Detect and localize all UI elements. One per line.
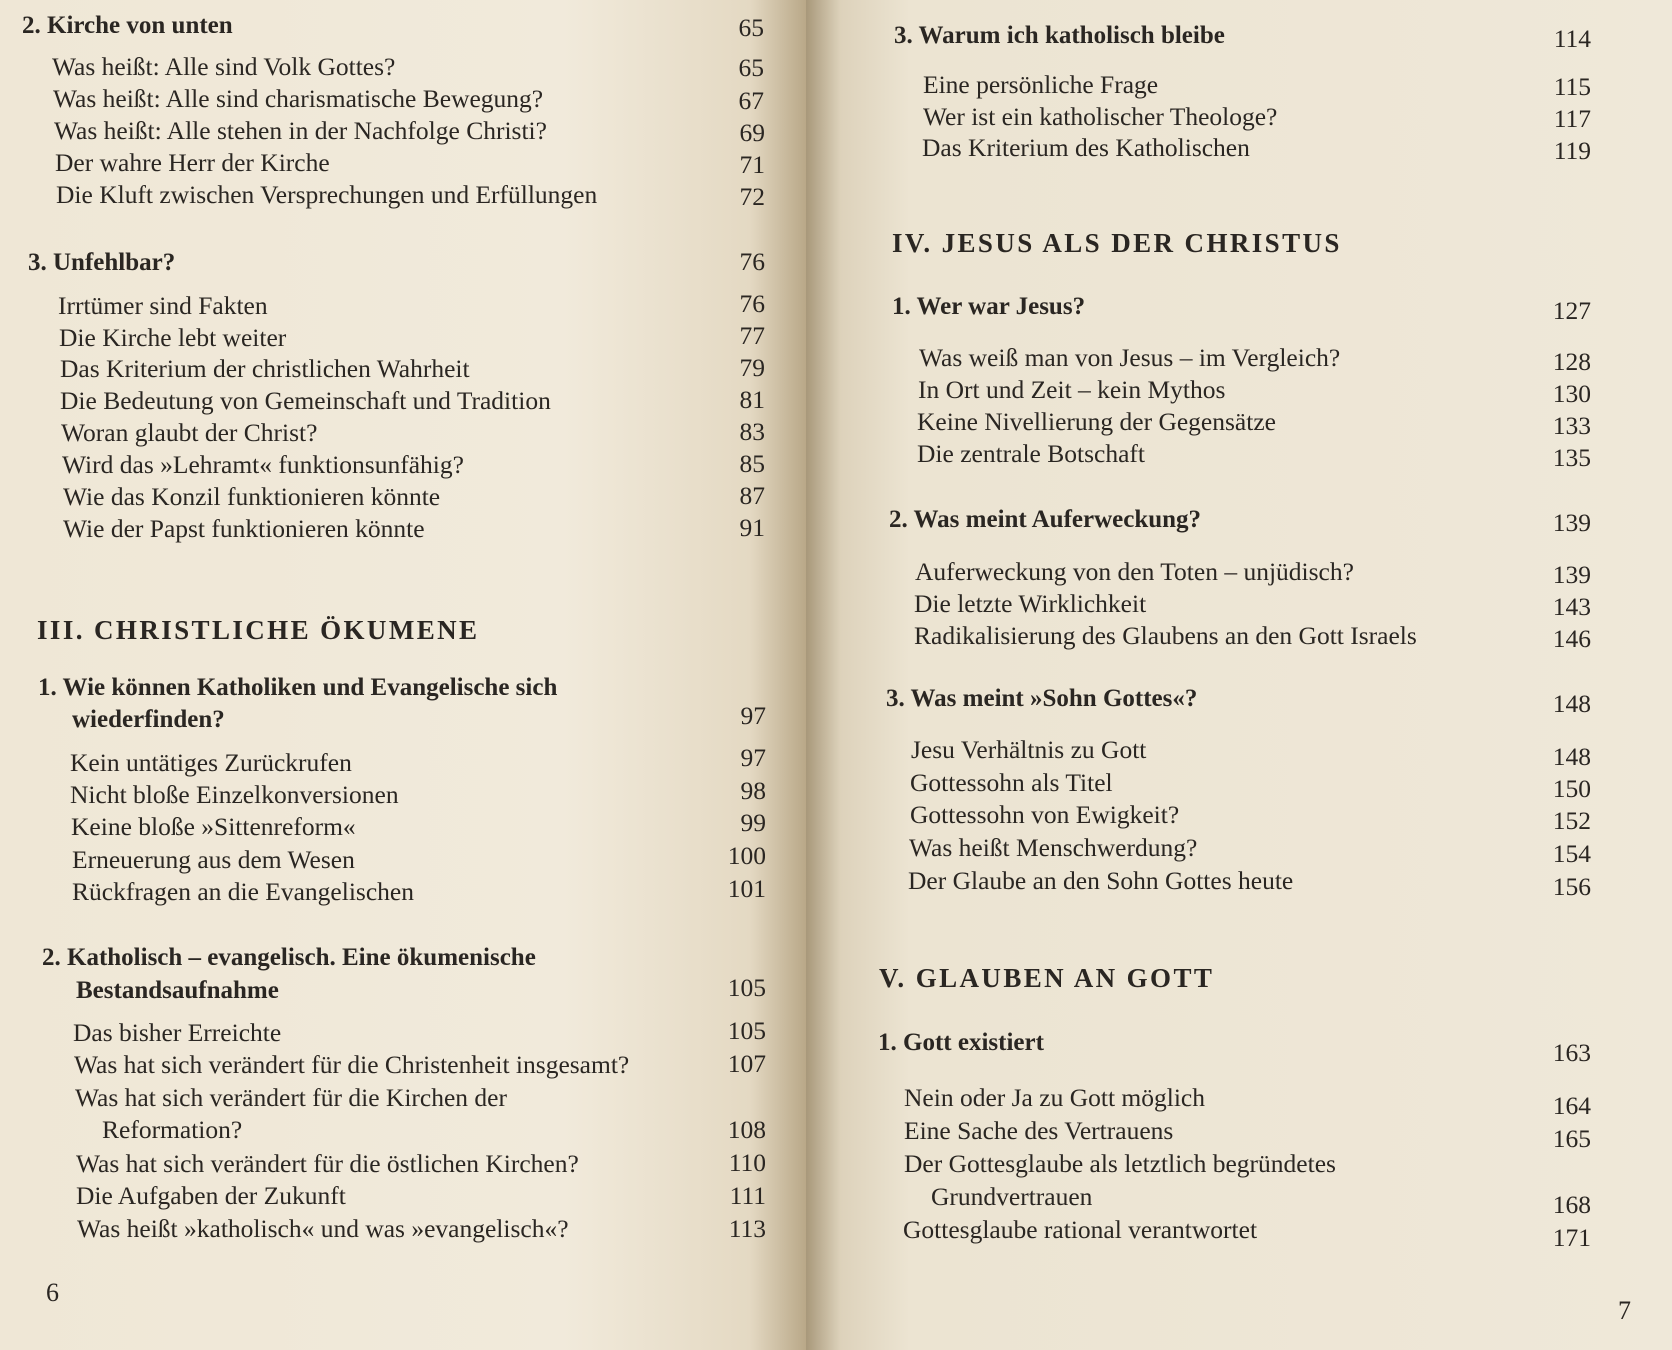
toc-entry: Der Glaube an den Sohn Gottes heute	[908, 866, 1294, 895]
toc-page-number: 65	[738, 53, 764, 82]
toc-entry: Auferweckung von den Toten – unjüdisch?	[915, 557, 1354, 586]
toc-page-number: 154	[1552, 839, 1591, 868]
toc-entry: Das Kriterium des Katholischen	[922, 133, 1250, 162]
toc-page-number: 65	[738, 13, 764, 42]
toc-entry: Was heißt Menschwerdung?	[909, 833, 1198, 862]
toc-entry: Wie der Papst funktionieren könnte	[63, 514, 425, 543]
toc-entry: Die Kirche lebt weiter	[59, 323, 287, 352]
toc-page-number: 69	[739, 118, 765, 147]
toc-entry: Die Aufgaben der Zukunft	[76, 1181, 346, 1210]
toc-entry: Nicht bloße Einzelkonversionen	[70, 780, 399, 809]
toc-section-heading: 2. Kirche von unten	[22, 12, 233, 39]
toc-entry: Was heißt »katholisch« und was »evangelisch«?	[77, 1214, 569, 1243]
toc-entry: Woran glaubt der Christ?	[61, 418, 318, 447]
toc-entry: Die Bedeutung von Gemeinschaft und Tradition	[60, 386, 551, 415]
toc-page-number: 108	[727, 1115, 766, 1144]
toc-page-number: 72	[739, 182, 765, 211]
toc-page-number: 117	[1553, 104, 1591, 133]
toc-page-number: 98	[740, 776, 766, 805]
toc-entry: Was hat sich verändert für die östlichen Kirchen?	[76, 1149, 579, 1178]
toc-page-number: 148	[1552, 689, 1591, 718]
toc-page-number: 99	[740, 808, 766, 837]
toc-page-number: 83	[739, 417, 765, 446]
toc-entry: Was hat sich verändert für die Kirchen der	[75, 1083, 507, 1112]
toc-entry: Das bisher Erreichte	[73, 1018, 282, 1047]
toc-entry: Was heißt: Alle stehen in der Nachfolge Christi?	[54, 116, 547, 145]
toc-page-number: 127	[1552, 296, 1591, 325]
toc-entry-cont: Grundvertrauen	[931, 1182, 1093, 1211]
toc-page-number: 91	[739, 513, 765, 542]
toc-page-number: 85	[739, 449, 765, 478]
toc-page-number: 133	[1552, 411, 1591, 440]
toc-page-number: 152	[1552, 806, 1591, 835]
left-toc	[0, 0, 806, 1350]
toc-entry: Erneuerung aus dem Wesen	[72, 845, 355, 874]
toc-page-number: 135	[1552, 443, 1591, 472]
toc-part-title: V. GLAUBEN AN GOTT	[879, 963, 1215, 993]
toc-entry: Eine persönliche Frage	[923, 70, 1159, 99]
toc-section-heading: 3. Warum ich katholisch bleibe	[894, 22, 1225, 49]
toc-section-heading: 2. Katholisch – evangelisch. Eine ökumenische	[42, 944, 536, 971]
toc-entry: Der wahre Herr der Kirche	[55, 148, 330, 177]
toc-page-number: 71	[739, 150, 765, 179]
toc-page-number: 171	[1552, 1223, 1591, 1252]
toc-page-number: 105	[727, 1016, 766, 1045]
toc-page-number: 150	[1552, 774, 1591, 803]
toc-page-number: 165	[1552, 1124, 1591, 1153]
right-page	[806, 0, 1672, 1350]
toc-entry: Kein untätiges Zurückrufen	[70, 748, 352, 777]
toc-entry: Gottessohn von Ewigkeit?	[910, 800, 1180, 829]
toc-entry: Der Gottesglaube als letztlich begründetes	[904, 1149, 1336, 1178]
toc-page-number: 143	[1552, 592, 1591, 621]
toc-entry: Rückfragen an die Evangelischen	[72, 877, 414, 906]
toc-page-number: 148	[1552, 742, 1591, 771]
toc-page-number: 76	[739, 247, 765, 276]
toc-entry: Keine Nivellierung der Gegensätze	[917, 407, 1276, 436]
toc-page-number: 119	[1553, 136, 1591, 165]
toc-entry: Gottessohn als Titel	[910, 768, 1113, 797]
toc-section-heading: 3. Unfehlbar?	[28, 249, 176, 276]
toc-page-number: 105	[727, 973, 766, 1002]
toc-page-number: 139	[1552, 560, 1591, 589]
toc-page-number: 76	[739, 289, 765, 318]
toc-page-number: 110	[728, 1148, 766, 1177]
toc-entry: Was weiß man von Jesus – im Vergleich?	[919, 343, 1341, 372]
toc-entry: Jesu Verhältnis zu Gott	[911, 735, 1147, 764]
right-toc	[806, 0, 1672, 1350]
toc-entry: Keine bloße »Sittenreform«	[71, 812, 356, 841]
toc-part-title: III. CHRISTLICHE ÖKUMENE	[37, 615, 480, 645]
toc-entry: Gottesglaube rational verantwortet	[903, 1215, 1258, 1244]
toc-page-number: 114	[1553, 24, 1591, 53]
toc-entry: Die Kluft zwischen Versprechungen und Erfüllungen	[56, 180, 598, 209]
toc-entry: Wird das »Lehramt« funktionsunfähig?	[62, 450, 464, 479]
toc-page-number: 79	[739, 353, 765, 382]
toc-entry: Radikalisierung des Glaubens an den Gott Israels	[914, 621, 1417, 650]
toc-page-number: 97	[740, 743, 766, 772]
toc-page-number: 77	[739, 321, 765, 350]
toc-page-number: 97	[740, 701, 766, 730]
toc-page-number: 111	[729, 1181, 766, 1210]
toc-entry: Die zentrale Botschaft	[917, 439, 1145, 468]
toc-page-number: 156	[1552, 872, 1591, 901]
toc-section-heading: 1. Wie können Katholiken und Evangelische sich	[38, 674, 558, 701]
toc-section-heading-cont: wiederfinden?	[72, 706, 225, 733]
toc-page-number: 101	[727, 874, 766, 903]
toc-page-number: 115	[1553, 72, 1591, 101]
toc-entry-cont: Reformation?	[102, 1115, 243, 1144]
toc-entry: Irrtümer sind Fakten	[58, 291, 268, 320]
left-page-number: 6	[46, 1278, 59, 1307]
toc-entry: Was heißt: Alle sind Volk Gottes?	[52, 52, 396, 81]
toc-entry: Nein oder Ja zu Gott möglich	[904, 1083, 1205, 1112]
toc-page-number: 107	[727, 1049, 766, 1078]
toc-page-number: 100	[727, 841, 766, 870]
toc-page-number: 146	[1552, 624, 1591, 653]
toc-entry: Das Kriterium der christlichen Wahrheit	[60, 354, 470, 383]
toc-entry: Die letzte Wirklichkeit	[914, 589, 1147, 618]
toc-section-heading: 1. Wer war Jesus?	[892, 293, 1086, 320]
toc-entry: Eine Sache des Vertrauens	[904, 1116, 1174, 1145]
toc-page-number: 164	[1552, 1091, 1591, 1120]
toc-page-number: 113	[728, 1214, 766, 1243]
toc-section-heading: 1. Gott existiert	[878, 1029, 1044, 1056]
toc-section-heading-cont: Bestandsaufnahme	[76, 977, 279, 1004]
toc-page-number: 168	[1552, 1190, 1591, 1219]
toc-page-number: 128	[1552, 347, 1591, 376]
toc-entry: Wer ist ein katholischer Theologe?	[923, 102, 1278, 131]
toc-entry: Was heißt: Alle sind charismatische Bewegung?	[53, 84, 544, 113]
toc-page-number: 67	[738, 86, 764, 115]
toc-part-title: IV. JESUS ALS DER CHRISTUS	[892, 228, 1342, 258]
toc-section-heading: 3. Was meint »Sohn Gottes«?	[886, 685, 1198, 712]
toc-entry: In Ort und Zeit – kein Mythos	[918, 375, 1226, 404]
toc-page-number: 163	[1552, 1038, 1591, 1067]
toc-entry: Wie das Konzil funktionieren könnte	[63, 482, 441, 511]
toc-section-heading: 2. Was meint Auferweckung?	[889, 506, 1202, 533]
toc-page-number: 87	[739, 481, 765, 510]
toc-page-number: 139	[1552, 508, 1591, 537]
toc-entry: Was hat sich verändert für die Christenheit insgesamt?	[74, 1050, 630, 1079]
toc-page-number: 81	[739, 385, 765, 414]
left-page	[0, 0, 806, 1350]
toc-page-number: 130	[1552, 379, 1591, 408]
right-page-number: 7	[1618, 1296, 1631, 1325]
